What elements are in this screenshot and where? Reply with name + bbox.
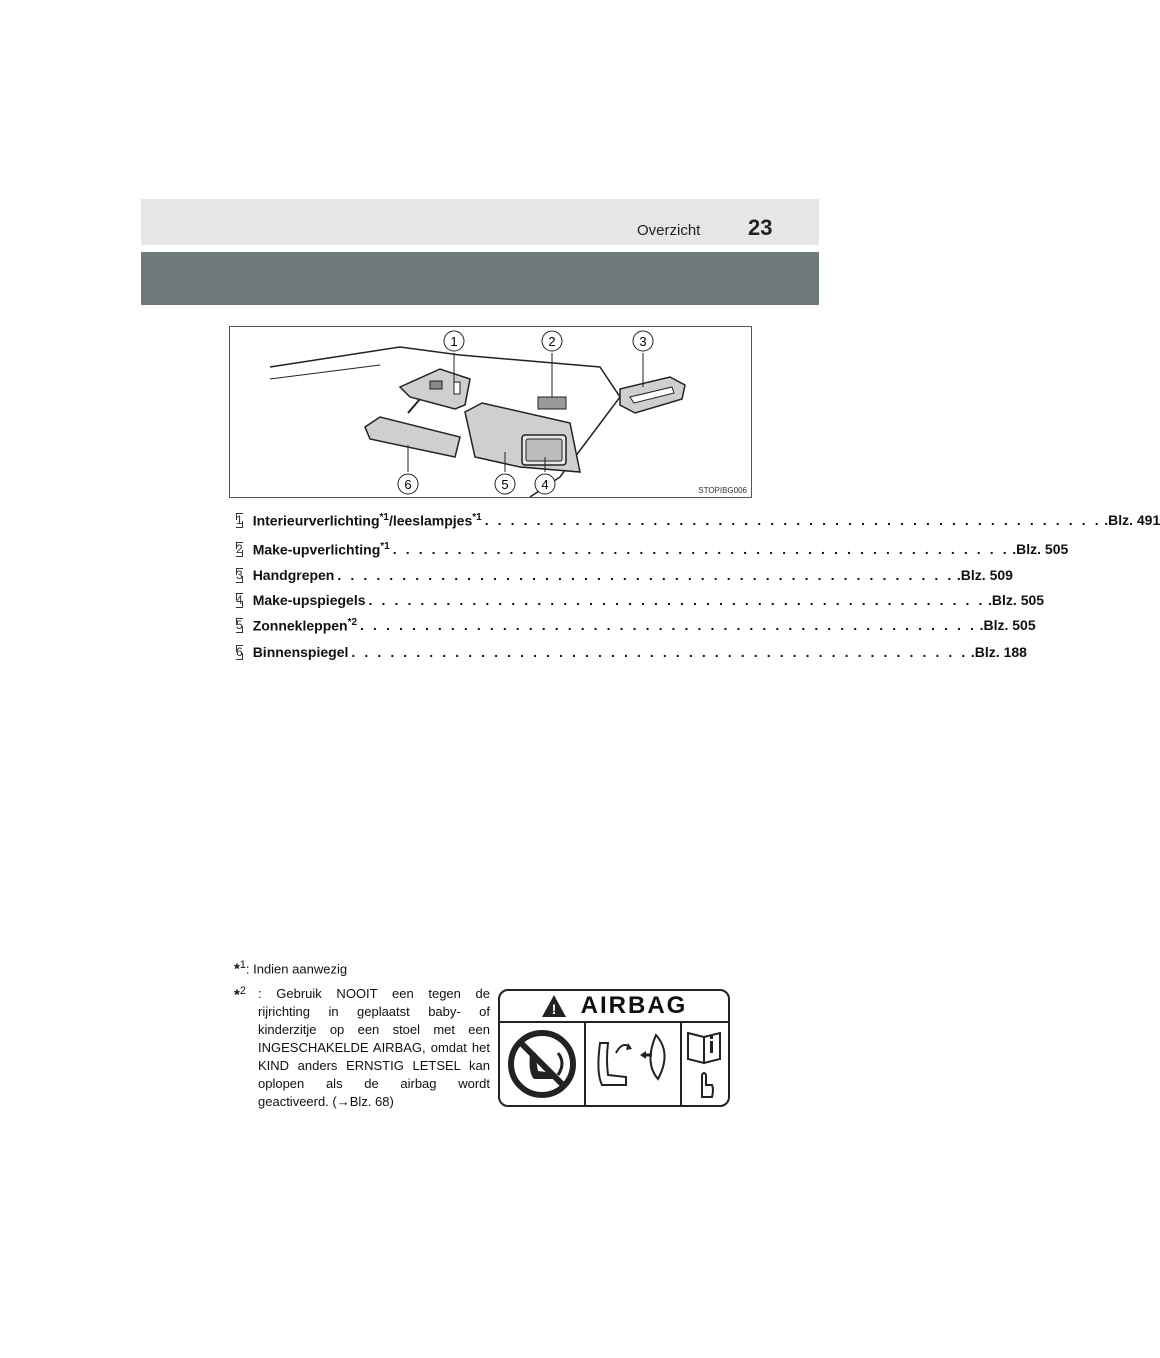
- svg-text:5: 5: [501, 477, 509, 492]
- vanity-light-shape: [538, 397, 566, 409]
- list-item: [236, 564, 1013, 586]
- footnote-2: *$^2$ : Gebruik NOOIT een tegen de rijrichting in geplaatst baby- of kinderzitje op een stoel met een INGESCHAKELDE AIRBAG, omdat het KIND anders ERNSTIG LETSEL kan oplopen als de airbag wordt geactiveerd. (→Blz. 68): [234, 985, 490, 1109]
- item-label: Interieurverlichting$^{*1}$/leeslampjes$^{*1}$: [252, 511, 482, 529]
- page-reference[interactable]: .Blz. 188: [970, 644, 1027, 660]
- callout-6: [398, 474, 418, 494]
- car-interior-drawing: [230, 327, 751, 497]
- manual-reference-cell: [682, 1023, 728, 1105]
- page-reference[interactable]: .Blz. 505: [979, 617, 1036, 633]
- item-label: Make-upspiegels: [252, 592, 366, 608]
- page-reference[interactable]: .Blz. 509: [956, 567, 1013, 583]
- page-reference[interactable]: .Blz. 491: [1104, 512, 1160, 528]
- callout-4: [535, 474, 555, 494]
- airbag-deploy-icon: [586, 1023, 680, 1105]
- svg-text:3: 3: [639, 334, 647, 349]
- item-label: Make-upverlichting$^{*1}$: [252, 540, 390, 558]
- list-item: [236, 509, 1160, 531]
- item-label: Handgrepen: [252, 567, 335, 583]
- list-item: [236, 589, 1045, 611]
- item-label: Zonnekleppen$^{*2}$: [252, 616, 358, 634]
- list-item: [236, 614, 1036, 636]
- svg-text:!: !: [551, 1001, 556, 1017]
- leader-dots: . . . . . . . . . . . . . . . . . . . . . . . . . . . . . . . . . . . . . . . . . . . . . . . .: [351, 644, 968, 660]
- section-title: Overzicht: [637, 222, 701, 239]
- leader-dots: . . . . . . . . . . . . . . . . . . . . . . . . . . . . . . . . . . . . . . . . . . . . . . . .: [368, 592, 986, 608]
- page-reference[interactable]: .Blz. 505: [1012, 541, 1069, 557]
- leader-dots: . . . . . . . . . . . . . . . . . . . . . . . . . . . . . . . . . . . . . . . . . . . . . . . .: [392, 541, 1010, 557]
- item-number: 1: [236, 513, 243, 527]
- read-manual-icon: [682, 1023, 728, 1105]
- interior-illustration: [229, 326, 752, 498]
- page-reference[interactable]: .Blz. 505: [988, 592, 1045, 608]
- airbag-warning-label: [498, 989, 730, 1107]
- illustration-code: STOPIBG006: [698, 486, 747, 495]
- svg-text:2: 2: [548, 334, 556, 349]
- airbag-label-header: [500, 991, 728, 1023]
- callout-3: [633, 331, 653, 351]
- section-band: [141, 252, 819, 305]
- item-number: 4: [236, 593, 243, 607]
- callout-1: [444, 331, 464, 351]
- item-label: Binnenspiegel: [252, 644, 349, 660]
- item-number: 5: [236, 618, 243, 632]
- list-item: [236, 538, 1069, 560]
- footnote-1: *$^1$: Indien aanwezig: [234, 959, 348, 978]
- no-rear-facing-seat-icon: [500, 1023, 584, 1105]
- svg-text:6: 6: [404, 477, 412, 492]
- callout-2: [542, 331, 562, 351]
- item-number: 3: [236, 568, 243, 582]
- page-number: 23: [748, 215, 773, 240]
- warning-triangle-icon: [541, 994, 567, 1018]
- leader-dots: . . . . . . . . . . . . . . . . . . . . . . . . . . . . . . . . . . . . . . . . . . . . . . . .: [360, 617, 977, 633]
- header-bar: [141, 199, 819, 245]
- item-number: 6: [236, 645, 243, 659]
- leader-dots: . . . . . . . . . . . . . . . . . . . . . . . . . . . . . . . . . . . . . . . . . . . . . . . .: [484, 512, 1102, 528]
- airbag-deploy-cell: [586, 1023, 682, 1105]
- no-child-seat-cell: [500, 1023, 586, 1105]
- rearview-mirror-shape: [365, 417, 460, 457]
- airbag-label-title: AIRBAG: [580, 992, 688, 1019]
- item-number: 2: [236, 542, 243, 556]
- svg-text:4: 4: [541, 477, 549, 492]
- callout-5: [495, 474, 515, 494]
- svg-text:1: 1: [450, 334, 458, 349]
- footnote-2-text: : Gebruik NOOIT een tegen de rijrichting in geplaatst baby- of kinderzitje op een stoel met een INGESCHAKELDE AIRBAG, omdat het KIND anders ERNSTIG LETSEL kan oplopen als de airbag wordt geactiveerd. (→Blz. 68): [258, 986, 490, 1109]
- leader-dots: . . . . . . . . . . . . . . . . . . . . . . . . . . . . . . . . . . . . . . . . . . . . . . . .: [337, 567, 954, 583]
- list-item: [236, 641, 1027, 663]
